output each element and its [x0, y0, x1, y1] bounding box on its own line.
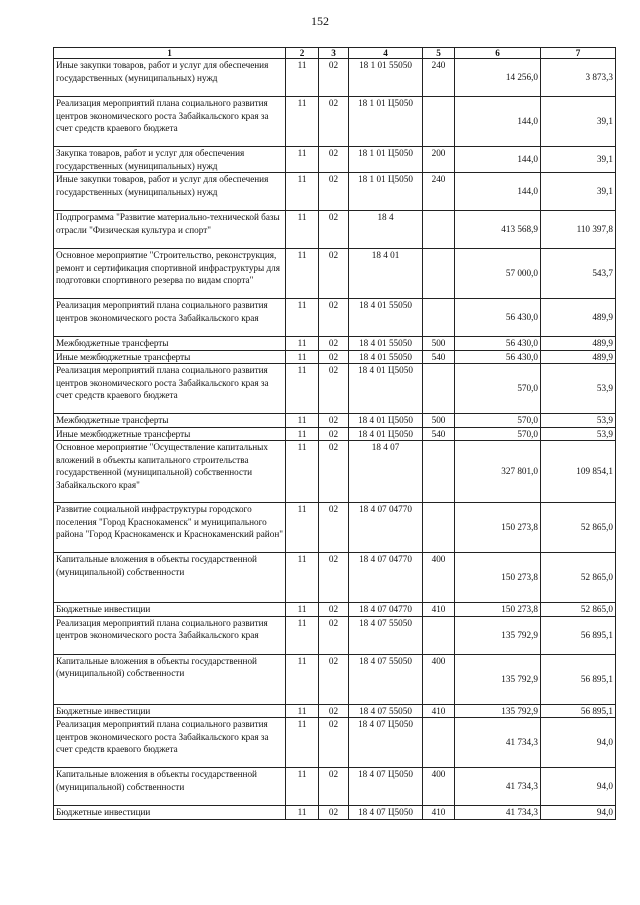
row-amount-2: 56 895,1: [541, 704, 616, 718]
row-section: 11: [286, 59, 319, 97]
row-name: Реализация мероприятий плана социального развития центров экономического роста Забайкальского края: [54, 299, 286, 337]
row-section: 11: [286, 211, 319, 249]
row-amount-2: 53,9: [541, 414, 616, 428]
row-target-code: 18 4 01 Ц5050: [349, 364, 423, 414]
table-row: [54, 97, 616, 147]
row-amount-1: 135 792,9: [455, 704, 541, 718]
row-subsection: 02: [319, 654, 349, 704]
row-amount-2: 53,9: [541, 364, 616, 414]
row-expense-type: 400: [423, 553, 455, 603]
row-section: 11: [286, 654, 319, 704]
row-target-code: 18 4: [349, 211, 423, 249]
row-target-code: 18 4 07 04770: [349, 603, 423, 617]
row-name: Бюджетные инвестиции: [54, 603, 286, 617]
row-amount-1: 150 273,8: [455, 503, 541, 553]
row-name: Капитальные вложения в объекты государственной (муниципальной) собственности: [54, 654, 286, 704]
row-target-code: 18 4 01 55050: [349, 337, 423, 351]
row-amount-1: 56 430,0: [455, 337, 541, 351]
row-name: Межбюджетные трансферты: [54, 337, 286, 351]
row-amount-1: 41 734,3: [455, 718, 541, 768]
row-expense-type: 240: [423, 173, 455, 211]
row-section: 11: [286, 603, 319, 617]
row-amount-2: 94,0: [541, 768, 616, 806]
table-row: [54, 59, 616, 97]
row-amount-2: 39,1: [541, 147, 616, 173]
row-target-code: 18 1 01 Ц5050: [349, 97, 423, 147]
row-name: Иные межбюджетные трансферты: [54, 350, 286, 364]
table-row: [54, 553, 616, 603]
row-expense-type: [423, 503, 455, 553]
column-header: 5: [423, 48, 455, 59]
row-expense-type: [423, 211, 455, 249]
row-target-code: 18 4 07 55050: [349, 654, 423, 704]
row-subsection: 02: [319, 414, 349, 428]
table-row: [54, 718, 616, 768]
row-name: Реализация мероприятий плана социального развития центров экономического роста Забайкальского края за счет средств краевого бюджета: [54, 97, 286, 147]
row-expense-type: 540: [423, 350, 455, 364]
row-subsection: 02: [319, 441, 349, 503]
row-name: Бюджетные инвестиции: [54, 806, 286, 820]
row-subsection: 02: [319, 603, 349, 617]
row-section: 11: [286, 553, 319, 603]
column-header: 3: [319, 48, 349, 59]
row-target-code: 18 4 01: [349, 249, 423, 299]
row-expense-type: 410: [423, 603, 455, 617]
row-subsection: 02: [319, 147, 349, 173]
row-subsection: 02: [319, 503, 349, 553]
row-subsection: 02: [319, 364, 349, 414]
row-name: Иные закупки товаров, работ и услуг для обеспечения государственных (муниципальных) нужд: [54, 173, 286, 211]
table-row: [54, 249, 616, 299]
row-name: Межбюджетные трансферты: [54, 414, 286, 428]
row-expense-type: 240: [423, 59, 455, 97]
row-amount-2: 39,1: [541, 173, 616, 211]
row-target-code: 18 4 07 55050: [349, 616, 423, 654]
table-row: [54, 211, 616, 249]
row-subsection: 02: [319, 249, 349, 299]
table-row: [54, 603, 616, 617]
row-name: Реализация мероприятий плана социального развития центров экономического роста Забайкальского края за счет средств краевого бюджета: [54, 718, 286, 768]
row-name: Иные межбюджетные трансферты: [54, 427, 286, 441]
row-amount-2: 489,9: [541, 350, 616, 364]
row-amount-2: 53,9: [541, 427, 616, 441]
row-name: Бюджетные инвестиции: [54, 704, 286, 718]
table-row: [54, 173, 616, 211]
row-section: 11: [286, 718, 319, 768]
row-name: Подпрограмма "Развитие материально-технической базы отрасли "Физическая культура и спорт": [54, 211, 286, 249]
row-name: Развитие социальной инфраструктуры городского поселения "Город Краснокаменск" и муниципального района "Город Краснокаменск и Краснокаменский район": [54, 503, 286, 553]
row-amount-1: 57 000,0: [455, 249, 541, 299]
row-amount-2: 39,1: [541, 97, 616, 147]
row-amount-1: 570,0: [455, 364, 541, 414]
table-row: [54, 427, 616, 441]
row-subsection: 02: [319, 553, 349, 603]
column-header: 1: [54, 48, 286, 59]
page-number: 152: [311, 14, 329, 28]
row-expense-type: 500: [423, 337, 455, 351]
row-amount-2: 56 895,1: [541, 654, 616, 704]
row-target-code: 18 4 01 Ц5050: [349, 427, 423, 441]
row-expense-type: 200: [423, 147, 455, 173]
row-name: Капитальные вложения в объекты государственной (муниципальной) собственности: [54, 553, 286, 603]
row-section: 11: [286, 768, 319, 806]
table-row: [54, 704, 616, 718]
row-amount-1: 150 273,8: [455, 553, 541, 603]
row-expense-type: [423, 718, 455, 768]
row-amount-1: 150 273,8: [455, 603, 541, 617]
row-section: 11: [286, 350, 319, 364]
row-amount-2: 110 397,8: [541, 211, 616, 249]
row-amount-1: 570,0: [455, 414, 541, 428]
row-name: Закупка товаров, работ и услуг для обеспечения государственных (муниципальных) нужд: [54, 147, 286, 173]
row-amount-1: 56 430,0: [455, 299, 541, 337]
row-section: 11: [286, 414, 319, 428]
row-amount-1: 41 734,3: [455, 768, 541, 806]
row-amount-2: 56 895,1: [541, 616, 616, 654]
row-subsection: 02: [319, 337, 349, 351]
row-target-code: 18 4 07: [349, 441, 423, 503]
row-subsection: 02: [319, 299, 349, 337]
table-row: [54, 147, 616, 173]
row-section: 11: [286, 364, 319, 414]
row-amount-2: 52 865,0: [541, 553, 616, 603]
column-header: 6: [455, 48, 541, 59]
row-subsection: 02: [319, 59, 349, 97]
row-section: 11: [286, 147, 319, 173]
row-target-code: 18 1 01 55050: [349, 59, 423, 97]
row-expense-type: 400: [423, 654, 455, 704]
row-subsection: 02: [319, 704, 349, 718]
row-target-code: 18 4 07 Ц5050: [349, 806, 423, 820]
row-target-code: 18 1 01 Ц5050: [349, 147, 423, 173]
row-section: 11: [286, 503, 319, 553]
row-section: 11: [286, 299, 319, 337]
row-subsection: 02: [319, 616, 349, 654]
table-row: [54, 806, 616, 820]
row-section: 11: [286, 616, 319, 654]
row-target-code: 18 4 07 04770: [349, 553, 423, 603]
row-expense-type: [423, 97, 455, 147]
row-subsection: 02: [319, 427, 349, 441]
row-amount-1: 327 801,0: [455, 441, 541, 503]
row-amount-1: 413 568,9: [455, 211, 541, 249]
row-name: Реализация мероприятий плана социального развития центров экономического роста Забайкальского края: [54, 616, 286, 654]
row-subsection: 02: [319, 173, 349, 211]
row-target-code: 18 4 07 Ц5050: [349, 718, 423, 768]
row-name: Реализация мероприятий плана социального развития центров экономического роста Забайкальского края за счет средств краевого бюджета: [54, 364, 286, 414]
row-expense-type: 410: [423, 806, 455, 820]
row-amount-1: 144,0: [455, 173, 541, 211]
row-amount-1: 144,0: [455, 97, 541, 147]
row-amount-2: 3 873,3: [541, 59, 616, 97]
row-target-code: 18 4 01 Ц5050: [349, 414, 423, 428]
row-amount-2: 52 865,0: [541, 603, 616, 617]
row-name: Иные закупки товаров, работ и услуг для обеспечения государственных (муниципальных) нужд: [54, 59, 286, 97]
row-amount-1: 56 430,0: [455, 350, 541, 364]
table-row: [54, 616, 616, 654]
row-expense-type: [423, 364, 455, 414]
column-header: 4: [349, 48, 423, 59]
table-row: [54, 654, 616, 704]
row-section: 11: [286, 249, 319, 299]
row-amount-2: 94,0: [541, 718, 616, 768]
row-section: 11: [286, 806, 319, 820]
row-amount-2: 489,9: [541, 299, 616, 337]
table-row: [54, 299, 616, 337]
row-target-code: 18 4 07 55050: [349, 704, 423, 718]
row-amount-1: 41 734,3: [455, 806, 541, 820]
row-target-code: 18 4 01 55050: [349, 350, 423, 364]
row-target-code: 18 4 01 55050: [349, 299, 423, 337]
row-subsection: 02: [319, 768, 349, 806]
row-subsection: 02: [319, 211, 349, 249]
column-header: 7: [541, 48, 616, 59]
table-row: [54, 768, 616, 806]
row-section: 11: [286, 427, 319, 441]
row-amount-1: 14 256,0: [455, 59, 541, 97]
row-expense-type: [423, 299, 455, 337]
column-header: 2: [286, 48, 319, 59]
row-amount-2: 109 854,1: [541, 441, 616, 503]
row-subsection: 02: [319, 97, 349, 147]
row-target-code: 18 4 07 04770: [349, 503, 423, 553]
row-expense-type: 400: [423, 768, 455, 806]
row-section: 11: [286, 704, 319, 718]
row-amount-1: 135 792,9: [455, 616, 541, 654]
table-row: [54, 414, 616, 428]
row-amount-1: 570,0: [455, 427, 541, 441]
row-section: 11: [286, 173, 319, 211]
row-amount-2: 52 865,0: [541, 503, 616, 553]
row-name: Капитальные вложения в объекты государственной (муниципальной) собственности: [54, 768, 286, 806]
budget-table: [53, 47, 616, 820]
row-amount-2: 94,0: [541, 806, 616, 820]
row-subsection: 02: [319, 806, 349, 820]
row-target-code: 18 4 07 Ц5050: [349, 768, 423, 806]
table-row: [54, 364, 616, 414]
row-name: Основное мероприятие "Строительство, реконструкция, ремонт и сертификация спортивной инфраструктуры для подготовки спортивного резерва по видам спорта": [54, 249, 286, 299]
row-name: Основное мероприятие "Осуществление капитальных вложений в объекты капитального строительства государственной (муниципальной) собственности Забайкальского края": [54, 441, 286, 503]
row-expense-type: [423, 441, 455, 503]
row-amount-1: 144,0: [455, 147, 541, 173]
row-amount-2: 543,7: [541, 249, 616, 299]
row-section: 11: [286, 441, 319, 503]
row-amount-2: 489,9: [541, 337, 616, 351]
row-subsection: 02: [319, 718, 349, 768]
row-section: 11: [286, 97, 319, 147]
row-expense-type: [423, 249, 455, 299]
row-section: 11: [286, 337, 319, 351]
row-expense-type: [423, 616, 455, 654]
table-row: [54, 503, 616, 553]
row-expense-type: 410: [423, 704, 455, 718]
row-amount-1: 135 792,9: [455, 654, 541, 704]
row-expense-type: 540: [423, 427, 455, 441]
row-target-code: 18 1 01 Ц5050: [349, 173, 423, 211]
table-row: [54, 337, 616, 351]
table-row: [54, 350, 616, 364]
header-row: [54, 48, 616, 59]
table-row: [54, 441, 616, 503]
row-subsection: 02: [319, 350, 349, 364]
row-expense-type: 500: [423, 414, 455, 428]
